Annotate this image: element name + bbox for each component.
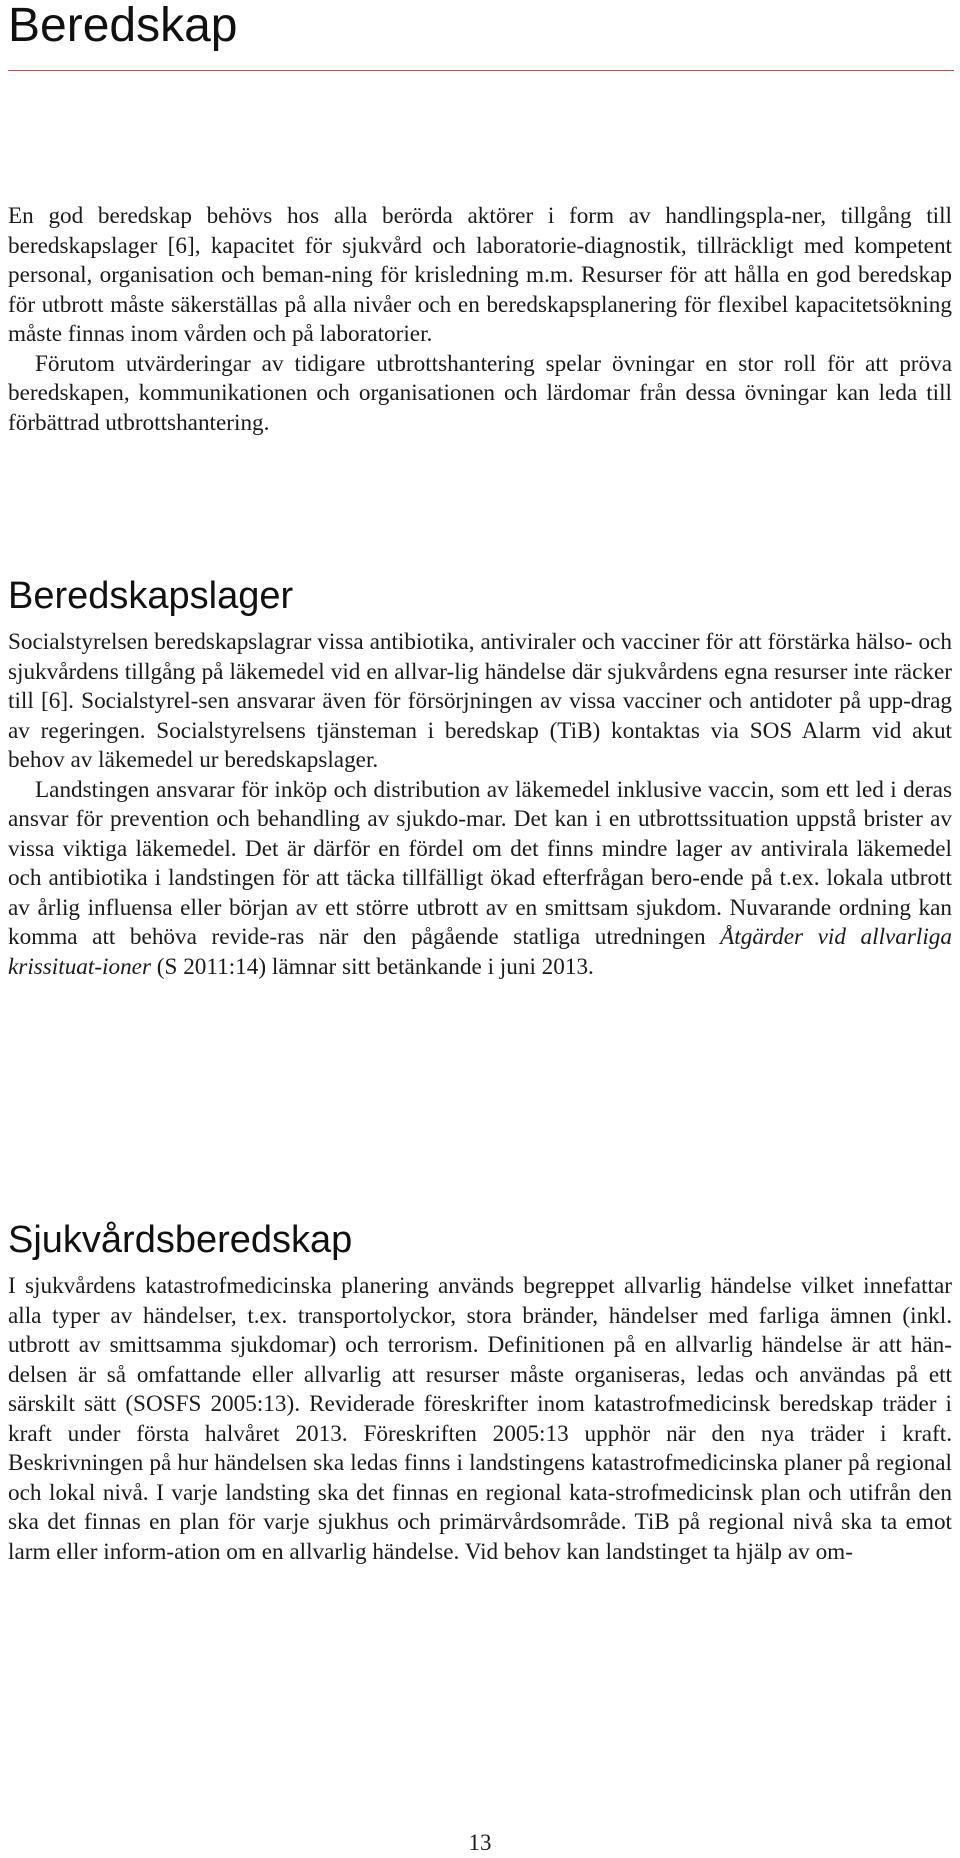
page-number: 13 [468,1830,492,1855]
sjukvardsberedskap-section [8,1218,952,1567]
beredskapslager-paragraph-2-text: Landstingen ansvarar för inköp och distribution av läkemedel inklusive vaccin, som ett led i deras ansvar för prevention och behandling av sjukdo-mar. Det kan i en utbrottssituation uppstå brister av vissa viktiga läkemedel. Det är därför en fördel om det finns mindre lager av antivirala läkemedel och antibiotika i landstingen för att täcka tillfälligt ökad efterfrågan bero-ende på t.ex. lokala utbrott av årlig influensa eller början av ett större utbrott av en smittsam sjukdom. Nuvarande ordning kan komma att behöva revide-ras när den pågående statliga utredningen [8,776,952,950]
title-underline [8,70,954,71]
intro-paragraph-1: En god beredskap behövs hos alla berörda aktörer i form av handlingspla-ner, tillgång till beredskapslager [6], kapacitet för sjukvård och laboratorie-diagnostik, tillräckligt med kompetent personal, organisation och beman-ning för krisledning m.m. Resurser för att hålla en god beredskap för utbrott måste säkerställas på alla nivåer och en beredskapsplanering för flexibel kapacitetsökning måste finnas inom vården och på laboratorier. [8,203,952,347]
beredskapslager-heading: Beredskapslager [8,575,294,617]
beredskapslager-paragraph-2-end: (S 2011:14) lämnar sitt betänkande i juni 2013. [151,953,594,980]
intro-paragraph-2: Förutom utvärderingar av tidigare utbrottshantering spelar övningar en stor roll för att pröva beredskapen, kommunikationen och organisationen och lärdomar från dessa övningar kan leda till förbättrad utbrottshantering. [8,350,952,436]
chapter-title: Beredskap [8,0,238,52]
report-title-italic: Åtgärder vid allvarliga krissituat-ioner [8,924,952,980]
intro-section [8,202,952,438]
beredskapslager-section [8,574,952,982]
beredskapslager-paragraph-2 [8,776,952,983]
beredskapslager-paragraph-1: Socialstyrelsen beredskapslagrar vissa antibiotika, antiviraler och vacciner för att förstärka hälso- och sjukvårdens tillgång på läkemedel vid en allvar-lig händelse där sjukvårdens egna resurser inte räcker till [6]. Socialstyrel-sen ansvarar även för försörjningen av vissa vacciner och antidoter på upp-drag av regeringen. Socialstyrelsens tjänsteman i beredskap (TiB) kontaktas via SOS Alarm vid akut behov av läkemedel ur beredskapslager. [8,629,952,773]
sjukvardsberedskap-paragraph-1: I sjukvårdens katastrofmedicinska planering används begreppet allvarlig händelse vilket innefattar alla typer av händelser, t.ex. transportolyckor, stora bränder, händelser med farliga ämnen (inkl. utbrott av smittsamma sjukdomar) och terrorism. Definitionen på en allvarlig händelse är att hän-delsen är så omfattande eller allvarlig att resurser måste organiseras, ledas och användas på ett särskilt sätt (SOSFS 2005:13). Reviderade föreskrifter inom katastrofmedicinsk beredskap träder i kraft under första halvåret 2013. Föreskriften 2005:13 upphör när den nya träder i kraft. Beskrivningen på hur händelsen ska ledas finns i landstingens katastrofmedicinska planer på regional och lokal nivå. I varje landsting ska det finnas en regional kata-strofmedicinsk plan och utifrån den ska det finnas en plan för varje sjukhus och primärvårdsområde. TiB på regional nivå ska ta emot larm eller inform-ation om en allvarlig händelse. Vid behov kan landstinget ta hjälp av om- [8,1273,952,1565]
sjukvardsberedskap-heading: Sjukvårdsberedskap [8,1219,353,1261]
